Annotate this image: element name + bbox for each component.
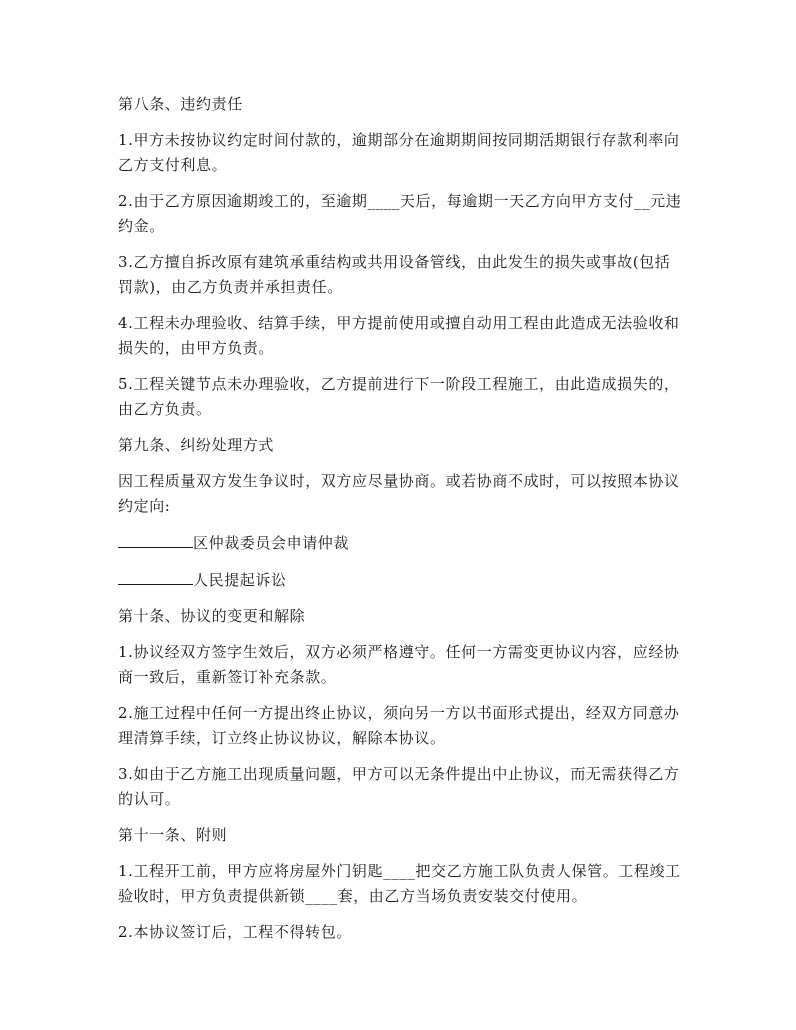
fill-in-blank (118, 530, 193, 548)
clause-8-5: 5.工程关键节点未办理验收，乙方提前进行下一阶段工程施工，由此造成损失的，由乙方负责。 (118, 375, 680, 418)
clause-11-2: 2.本协议签订后，工程不得转包。 (118, 923, 352, 941)
clause-8-2: 2.由于乙方原因逾期竣工的，至逾期____天后，每逾期一天乙方向甲方支付__元违约金。 (118, 192, 682, 235)
clause-10-1: 1.协议经双方签字生效后，双方必须严格遵守。任何一方需变更协议内容，应经协商一致后，重新签订补充条款。 (118, 643, 680, 686)
dispute-option-arbitration (118, 530, 684, 556)
dispute-option-label: 区仲裁委员会申请仲裁 (193, 534, 350, 552)
clause-11-1: 1.工程开工前，甲方应将房屋外门钥匙____把交乙方施工队负责人保管。工程竣工验收时，甲方负责提供新锁____套，由乙方当场负责安装交付使用。 (118, 862, 681, 905)
dispute-option-litigation (118, 567, 684, 593)
clause-10-3: 3.如由于乙方施工出现质量问题，甲方可以无条件提出中止协议，而无需获得乙方的认可。 (118, 765, 680, 808)
clause-9-intro: 因工程质量双方发生争议时，双方应尽量协商。或若协商不成时，可以按照本协议约定向: (118, 472, 680, 515)
dispute-option-label: 人民提起诉讼 (193, 571, 287, 589)
section-heading-8: 第八条、违约责任 (118, 95, 243, 113)
section-heading-10: 第十条、协议的变更和解除 (118, 607, 306, 625)
section-heading-9: 第九条、纠纷处理方式 (118, 436, 275, 454)
document-page (118, 92, 684, 956)
clause-8-3: 3.乙方擅自拆改原有建筑承重结构或共用设备管线，由此发生的损失或事故(包括罚款)，由乙方负责并承担责任。 (118, 253, 671, 296)
fill-in-blank (118, 567, 193, 585)
section-heading-11: 第十一条、附则 (118, 826, 228, 844)
clause-8-4: 4.工程未办理验收、结算手续，甲方提前使用或擅自动用工程由此造成无法验收和损失的，由甲方负责。 (118, 314, 680, 357)
clause-8-1: 1.甲方未按协议约定时间付款的，逾期部分在逾期期间按同期活期银行存款利率向乙方支付利息。 (118, 131, 680, 174)
clause-10-2: 2.施工过程中任何一方提出终止协议，须向另一方以书面形式提出，经双方同意办理清算手续，订立终止协议协议，解除本协议。 (118, 704, 680, 747)
